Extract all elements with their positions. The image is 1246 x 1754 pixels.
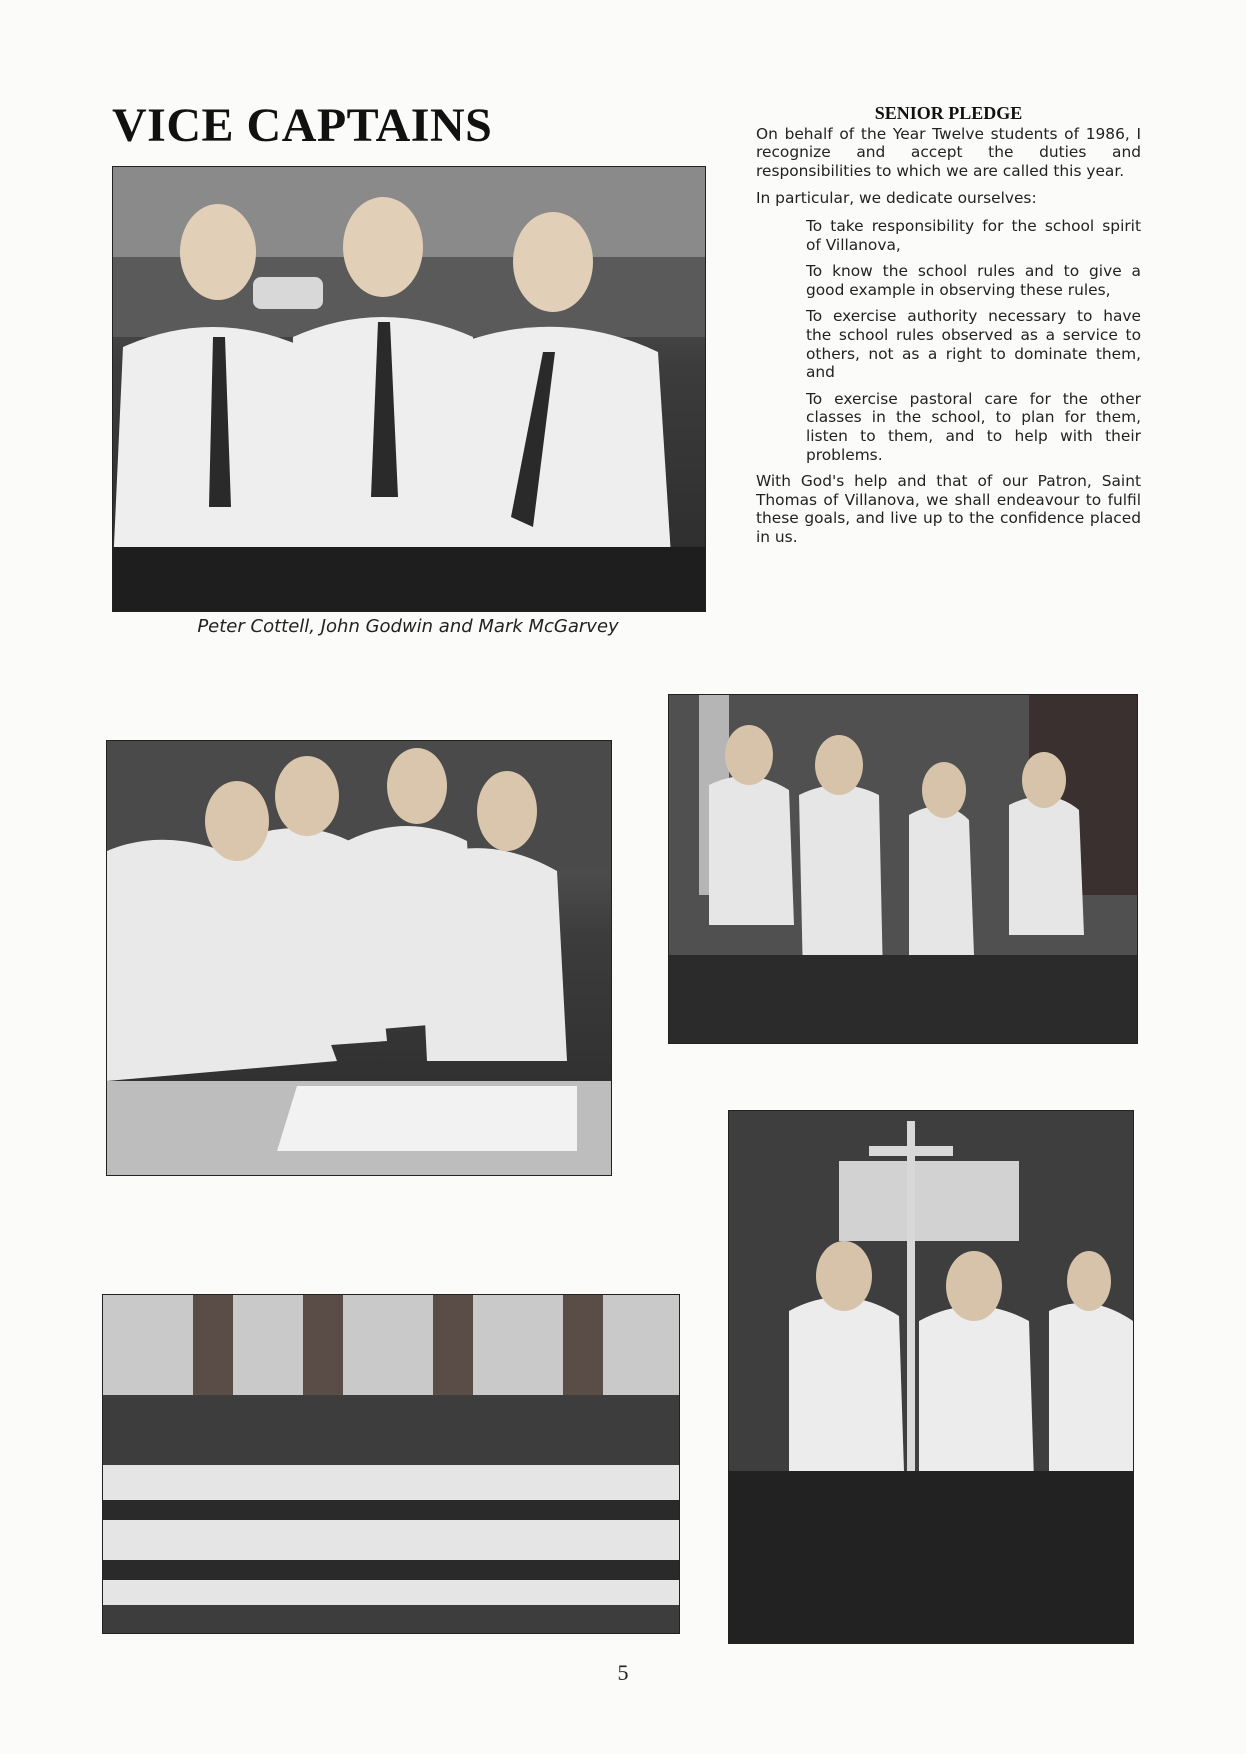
church-assembly-photo	[102, 1294, 680, 1634]
page-number: 5	[617, 1660, 629, 1685]
photo-caption: Peter Cottell, John Godwin and Mark McGarvey	[197, 616, 619, 637]
pledge-item: To exercise pastoral care for the other classes in the school, to plan for them, listen to them, and to help with their problems.	[806, 389, 1141, 464]
pledge-list	[756, 217, 1141, 464]
chapel-procession-photo	[668, 694, 1138, 1044]
pledge-title: SENIOR PLEDGE	[874, 103, 1023, 123]
page-heading: VICE CAPTAINS	[112, 99, 493, 152]
processional-cross-photo	[728, 1110, 1134, 1644]
pledge-item: To know the school rules and to give a good example in observing these rules,	[806, 262, 1141, 299]
pledge-intro: On behalf of the Year Twelve students of 1986, I recognize and accept the duties and responsibilities to which we are called this year.	[756, 124, 1141, 180]
vice-captains-photo	[112, 166, 706, 612]
pledge-item: To take responsibility for the school spirit of Villanova,	[806, 216, 1141, 254]
pledge-item: To exercise authority necessary to have the school rules observed as a service to others, not as a right to dominate them, and	[806, 307, 1141, 382]
cake-cutting-photo	[106, 740, 612, 1176]
pledge-lead: In particular, we dedicate ourselves:	[756, 189, 1037, 208]
senior-pledge	[756, 104, 1141, 555]
pledge-closing: With God's help and that of our Patron, Saint Thomas of Villanova, we shall endeavour to fulfil these goals, and live up to the confidence placed in us.	[756, 472, 1141, 546]
